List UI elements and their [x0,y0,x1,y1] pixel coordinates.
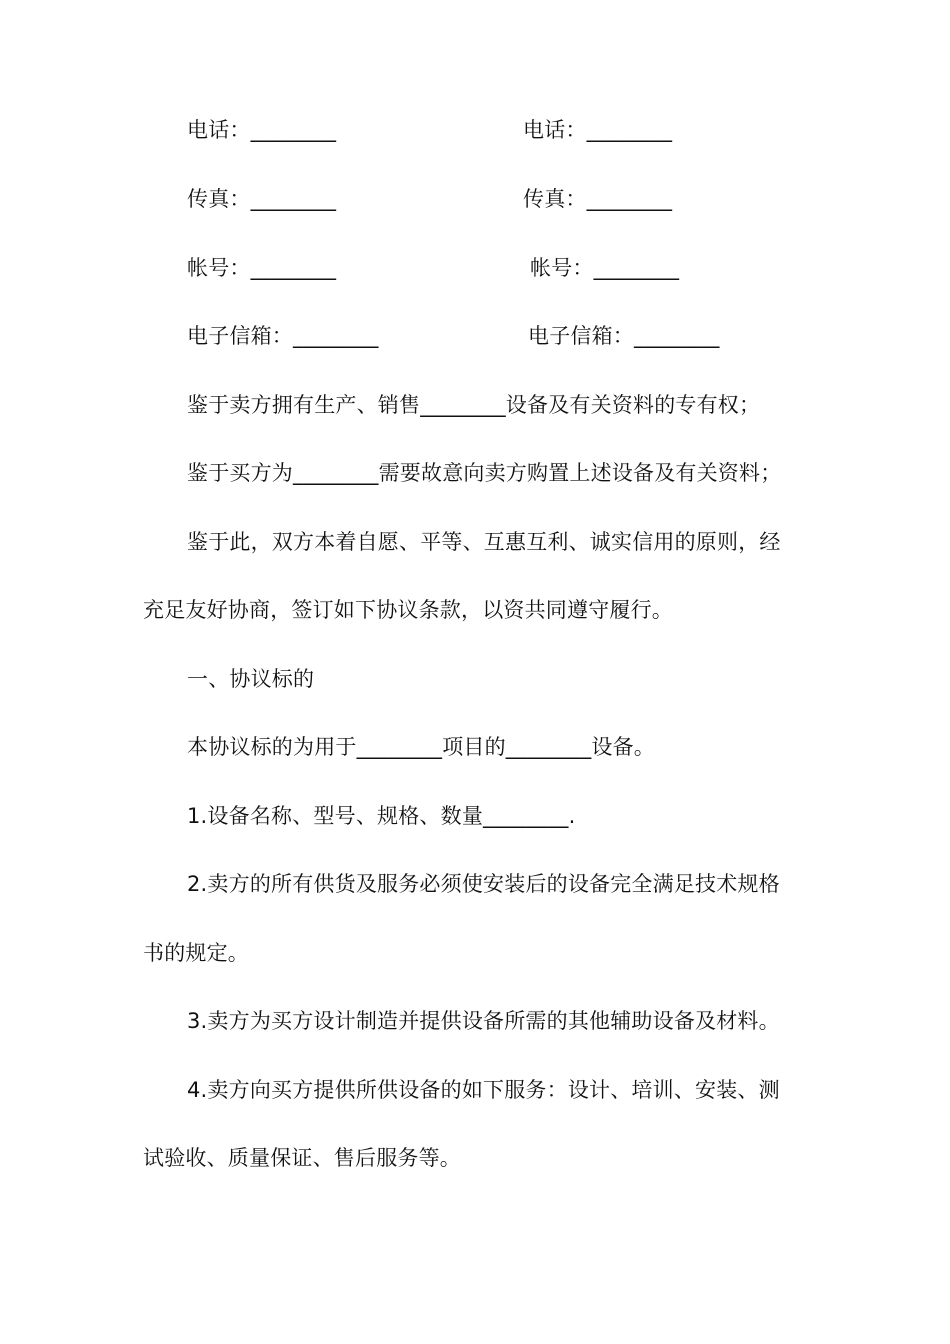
section-title: 一、协议标的 [187,667,315,691]
recital-3: 鉴于此，双方本着自愿、平等、互惠互利、诚实信用的原则，经 [187,530,781,554]
clause-4: 4.卖方向买方提供所供设备的如下服务：设计、培训、安装、测 [187,1078,780,1102]
clause-3: 3.卖方为买方设计制造并提供设备所需的其他辅助设备及材料。 [187,1009,780,1033]
seller-account-field: 帐号：________ [530,256,680,280]
clause-1: 1.设备名称、型号、规格、数量________. [187,804,576,828]
clause-2: 2.卖方的所有供货及服务必须使安装后的设备完全满足技术规格 [187,872,780,896]
buyer-account-field: 帐号：________ [187,256,337,280]
clause-2-continued: 书的规定。 [143,941,249,965]
recital-1: 鉴于卖方拥有生产、销售________设备及有关资料的专有权； [187,393,761,417]
buyer-email-field: 电子信箱：________ [187,324,379,348]
seller-email-field: 电子信箱：________ [528,324,720,348]
clause-4-continued: 试验收、质量保证、售后服务等。 [143,1146,461,1170]
buyer-phone-field: 电话：________ [187,118,337,142]
recital-3-continued: 充足友好协商，签订如下协议条款，以资共同遵守履行。 [143,598,673,622]
buyer-fax-field: 传真：________ [187,187,337,211]
recital-2: 鉴于买方为________需要故意向卖方购置上述设备及有关资料； [187,461,782,485]
seller-fax-field: 传真：________ [523,187,673,211]
subject-paragraph: 本协议标的为用于________项目的________设备。 [187,735,655,759]
seller-phone-field: 电话：________ [523,118,673,142]
